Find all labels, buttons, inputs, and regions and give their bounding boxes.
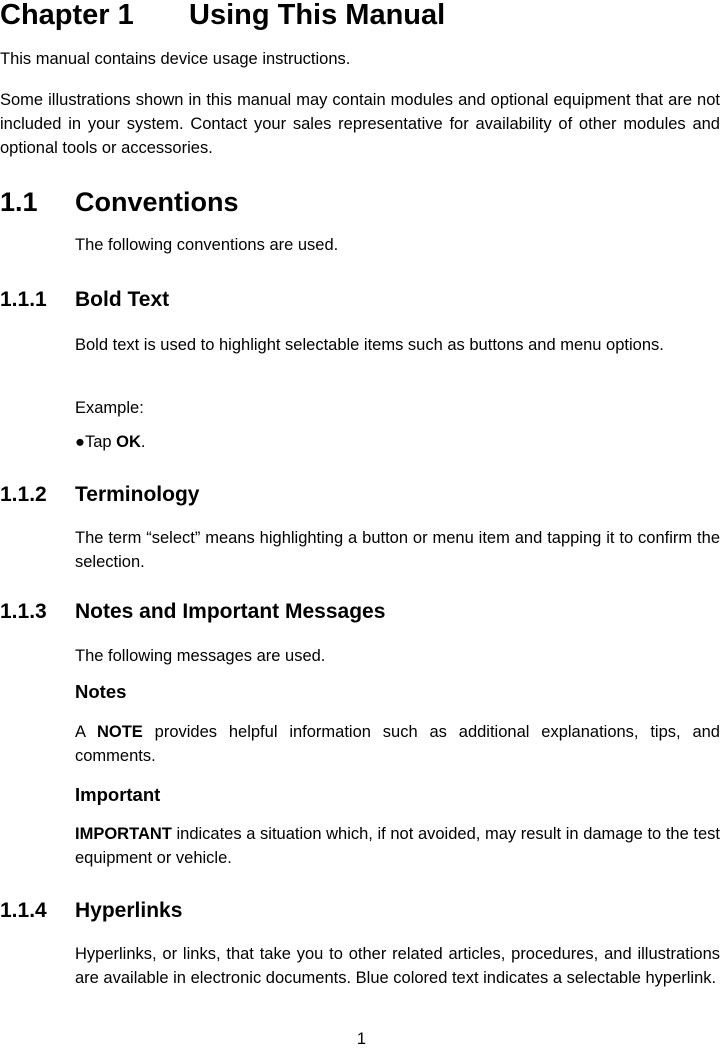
bullet-bold-ok: OK — [116, 433, 141, 451]
subsection-title: Notes and Important Messages — [75, 600, 386, 623]
chapter-heading — [0, 0, 445, 35]
important-bold: IMPORTANT — [75, 825, 172, 843]
subsection-heading-hyperlinks — [0, 897, 182, 925]
bullet-suffix: . — [140, 433, 146, 451]
conventions-text: The following conventions are used. — [75, 236, 339, 254]
notes-prefix: A — [75, 723, 97, 741]
subsection-title: Bold Text — [75, 288, 170, 311]
subsection-heading-terminology — [0, 481, 199, 509]
section-number: 1.1 — [0, 187, 38, 217]
notes-label: Notes — [75, 681, 127, 702]
terminology-paragraph: The term “select” means highlighting a button or menu item and tapping it to confirm the selection. — [75, 529, 720, 571]
bullet-item — [75, 430, 720, 454]
example-label: Example: — [75, 399, 144, 417]
subsection-number: 1.1.3 — [0, 600, 47, 623]
subsection-title: Hyperlinks — [75, 899, 183, 922]
notes-paragraph — [75, 720, 720, 768]
chapter-number: Chapter 1 — [0, 0, 134, 31]
notes-text: provides helpful information such as additional explanations, tips, and comments. — [75, 723, 720, 765]
notes-bold: NOTE — [96, 723, 143, 741]
subsection-number: 1.1.2 — [0, 483, 47, 506]
chapter-title: Using This Manual — [189, 0, 446, 31]
section-heading-conventions — [0, 184, 239, 220]
hyperlinks-paragraph: Hyperlinks, or links, that take you to other related articles, procedures, and illustrations are available in electronic documents. Blue colored text indicates a selectable hyperlink. — [75, 945, 720, 987]
intro-paragraph-1: This manual contains device usage instructions. — [0, 50, 351, 68]
notes-section-intro: The following messages are used. — [75, 647, 326, 665]
important-label: Important — [75, 784, 161, 805]
important-paragraph — [75, 822, 720, 870]
subsection-heading-bold-text — [0, 286, 169, 314]
subsection-number: 1.1.1 — [0, 288, 47, 311]
subsection-heading-notes — [0, 598, 385, 626]
subsection-number: 1.1.4 — [0, 899, 47, 922]
important-text: indicates a situation which, if not avoided, may result in damage to the test equipment or vehicle. — [75, 825, 720, 867]
section-title: Conventions — [75, 187, 239, 217]
page-number: 1 — [356, 1030, 367, 1048]
intro-paragraph-2: Some illustrations shown in this manual may contain modules and optional equipment that are not included in your system. Contact your sales representative for availability of other modules and optional tools or accessories. — [0, 91, 720, 157]
bold-text-paragraph: Bold text is used to highlight selectable items such as buttons and menu options. — [75, 336, 664, 354]
bullet-prefix: ●Tap — [75, 433, 117, 451]
subsection-title: Terminology — [75, 483, 200, 506]
